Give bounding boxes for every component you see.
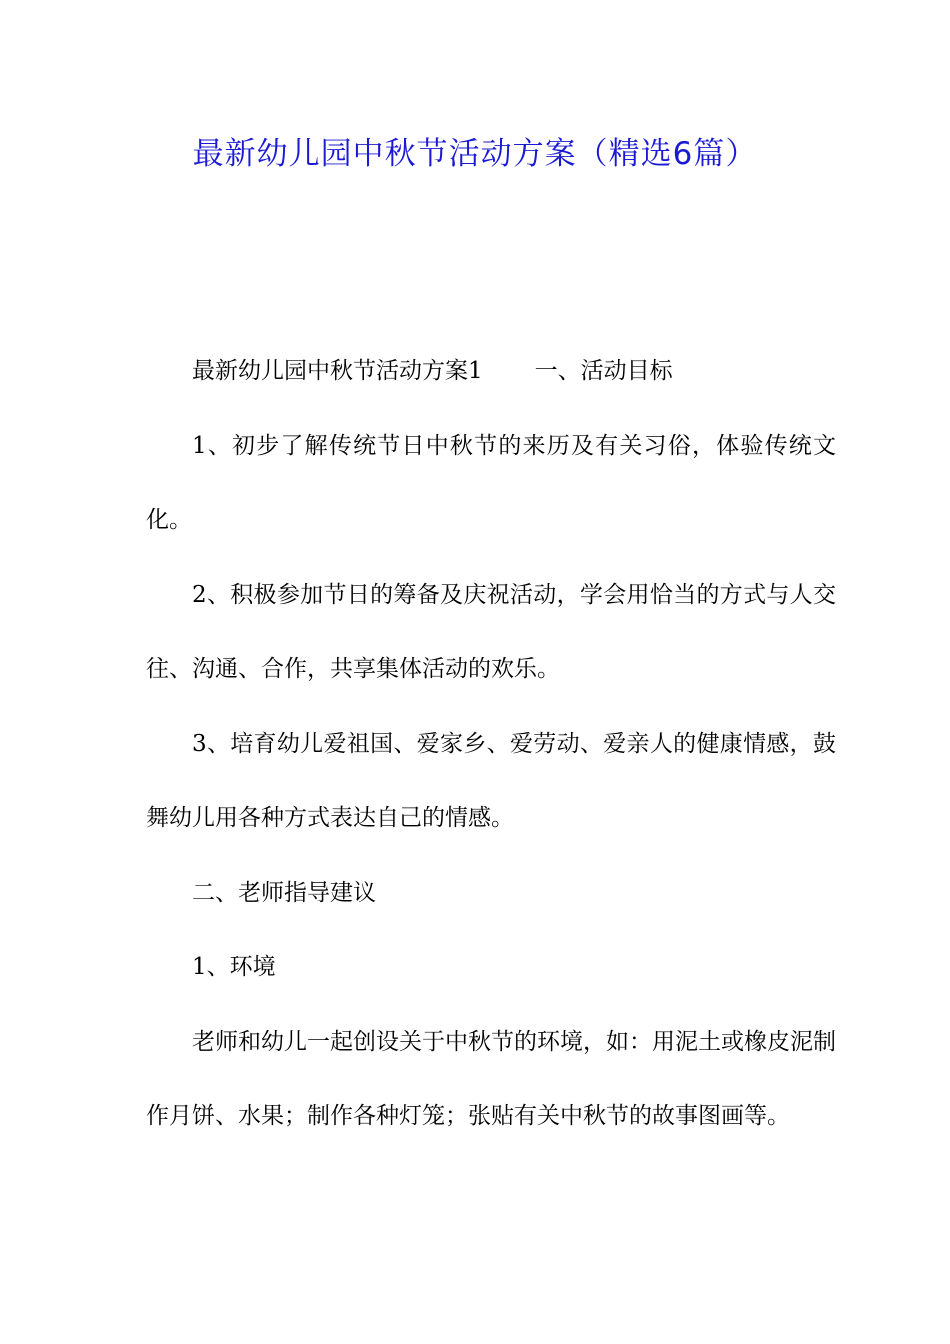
paragraph: 2、积极参加节日的筹备及庆祝活动，学会用恰当的方式与人交往、沟通、合作，共享集体活动的欢乐。: [146, 581, 836, 682]
section-heading: 一、活动目标: [534, 358, 673, 384]
paragraph: 3、培育幼儿爱祖国、爱家乡、爱劳动、爱亲人的健康情感，鼓舞幼儿用各种方式表达自己的情感。: [146, 730, 836, 831]
document-title: 最新幼儿园中秋节活动方案（精选6篇）: [192, 136, 758, 172]
section-heading-line: [146, 334, 836, 409]
plan-heading: 最新幼儿园中秋节活动方案1: [192, 358, 483, 384]
paragraph: 1、环境: [192, 954, 276, 980]
paragraph: 老师和幼儿一起创设关于中秋节的环境，如：用泥土或橡皮泥制作月饼、水果；制作各种灯笼；张贴有关中秋节的故事图画等。: [146, 1028, 836, 1129]
paragraph: 二、老师指导建议: [192, 879, 376, 906]
paragraph: 1、初步了解传统节日中秋节的来历及有关习俗，体验传统文化。: [146, 432, 836, 533]
document-body: [146, 334, 836, 1154]
